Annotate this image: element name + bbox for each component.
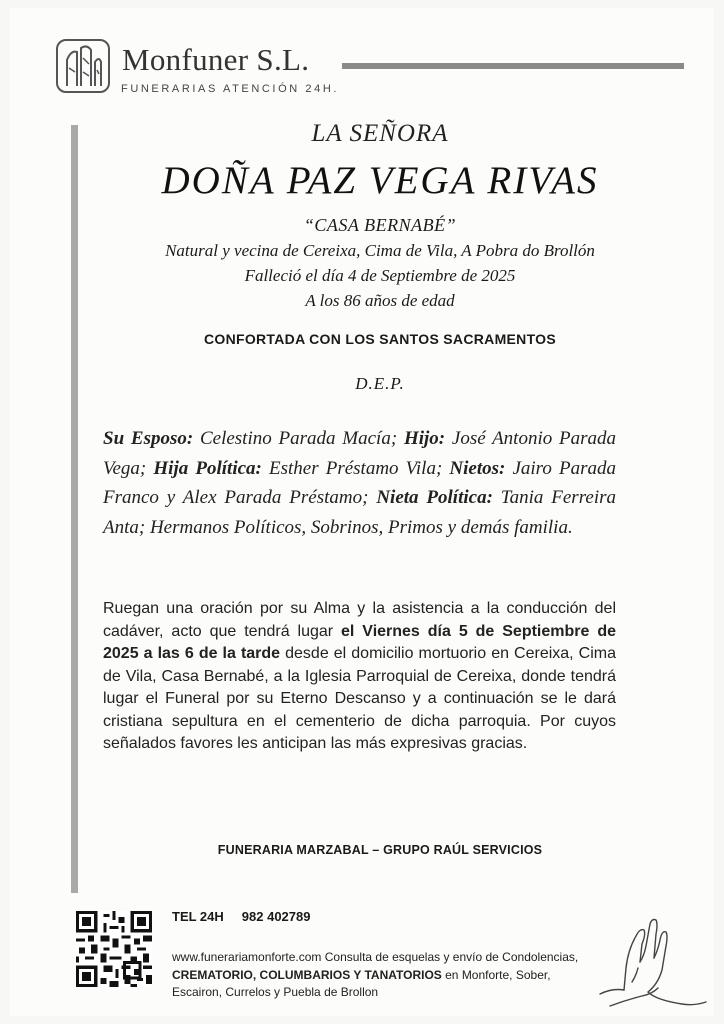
- brand-subtitle: FUNERARIAS ATENCIÓN 24H.: [121, 83, 340, 95]
- death-date-line: Falleció el día 4 de Septiembre de 2025: [244, 266, 516, 285]
- footer-text: [172, 949, 592, 1002]
- funeraria-name: FUNERARIA MARZABAL – GRUPO RAÚL SERVICIOS: [217, 843, 543, 857]
- qr-code-icon: [76, 911, 152, 987]
- monfuner-logo-icon: [55, 38, 111, 94]
- nietos-label: Nietos:: [449, 457, 506, 479]
- phone-label: TEL 24H: [172, 909, 224, 924]
- ceremony-date: el Viernes día 5 de Septiembre de 2025 a las 6 de la tarde: [103, 622, 616, 662]
- notice-title: LA SEÑORA: [311, 120, 449, 147]
- hija-politica-label: Hija Política:: [153, 457, 262, 479]
- ceremony-text-1: Ruegan una oración por su Alma y la asistencia a la conducción del cadáver, acto que tendrá lugar: [103, 600, 616, 640]
- nieta-politica-names: Tania Ferreira Anta; Hermanos Políticos, Sobrinos, Primos y demás familia.: [103, 487, 616, 538]
- footer-text-1: Consulta de esquelas y envío de Condolencias,: [321, 950, 579, 964]
- ceremony-text-2: desde el domicilio mortuorio en Cereixa, Cima de Vila, Casa Bernabé, a la Iglesia Parroquial de Cereixa, donde tendrá lugar el Funeral por su Eterno Descanso y a continuación se le dará cristiana sepultura en el cementerio de dicha parroquia. Por cuyos señalados favores les anticipan las más expresivas gracias.: [103, 645, 616, 752]
- ceremony-paragraph: [103, 598, 616, 756]
- deceased-name: DOÑA PAZ VEGA RIVAS: [161, 159, 599, 202]
- age-line: A los 86 años de edad: [305, 291, 455, 310]
- phone-number: 982 402789: [241, 909, 311, 924]
- esposo-names: Celestino Parada Macía;: [193, 428, 404, 449]
- hija-politica-names: Esther Préstamo Vila;: [261, 457, 450, 479]
- brand-name: Monfuner S.L.: [122, 42, 310, 77]
- hijo-label: Hijo:: [403, 428, 446, 449]
- house-name: “CASA BERNABÉ”: [303, 215, 457, 235]
- phone-line: [172, 909, 310, 924]
- website-link[interactable]: www.funerariamonforte.com: [172, 950, 322, 964]
- nietos-names: Jairo Parada Franco y Alex Parada Préstamo;: [103, 457, 617, 508]
- footer-services: CREMATORIO, COLUMBARIOS Y TANATORIOS: [172, 967, 442, 982]
- esposo-label: Su Esposo:: [103, 428, 194, 449]
- family-paragraph: [103, 424, 616, 542]
- sacraments-line: CONFORTADA CON LOS SANTOS SACRAMENTOS: [203, 331, 557, 347]
- header-divider: [342, 63, 684, 69]
- left-border-bar: [71, 125, 78, 893]
- hijo-names: José Antonio Parada Vega;: [103, 428, 617, 479]
- nieta-politica-label: Nieta Política:: [376, 487, 493, 508]
- rip-line: D.E.P.: [355, 374, 405, 393]
- praying-hands-icon: [596, 910, 708, 1010]
- origin-line: Natural y vecina de Cereixa, Cima de Vila, A Pobra do Brollón: [165, 241, 595, 260]
- footer-text-2: en Monforte, Sober, Escairon, Currelos y Puebla de Brollon: [172, 967, 551, 999]
